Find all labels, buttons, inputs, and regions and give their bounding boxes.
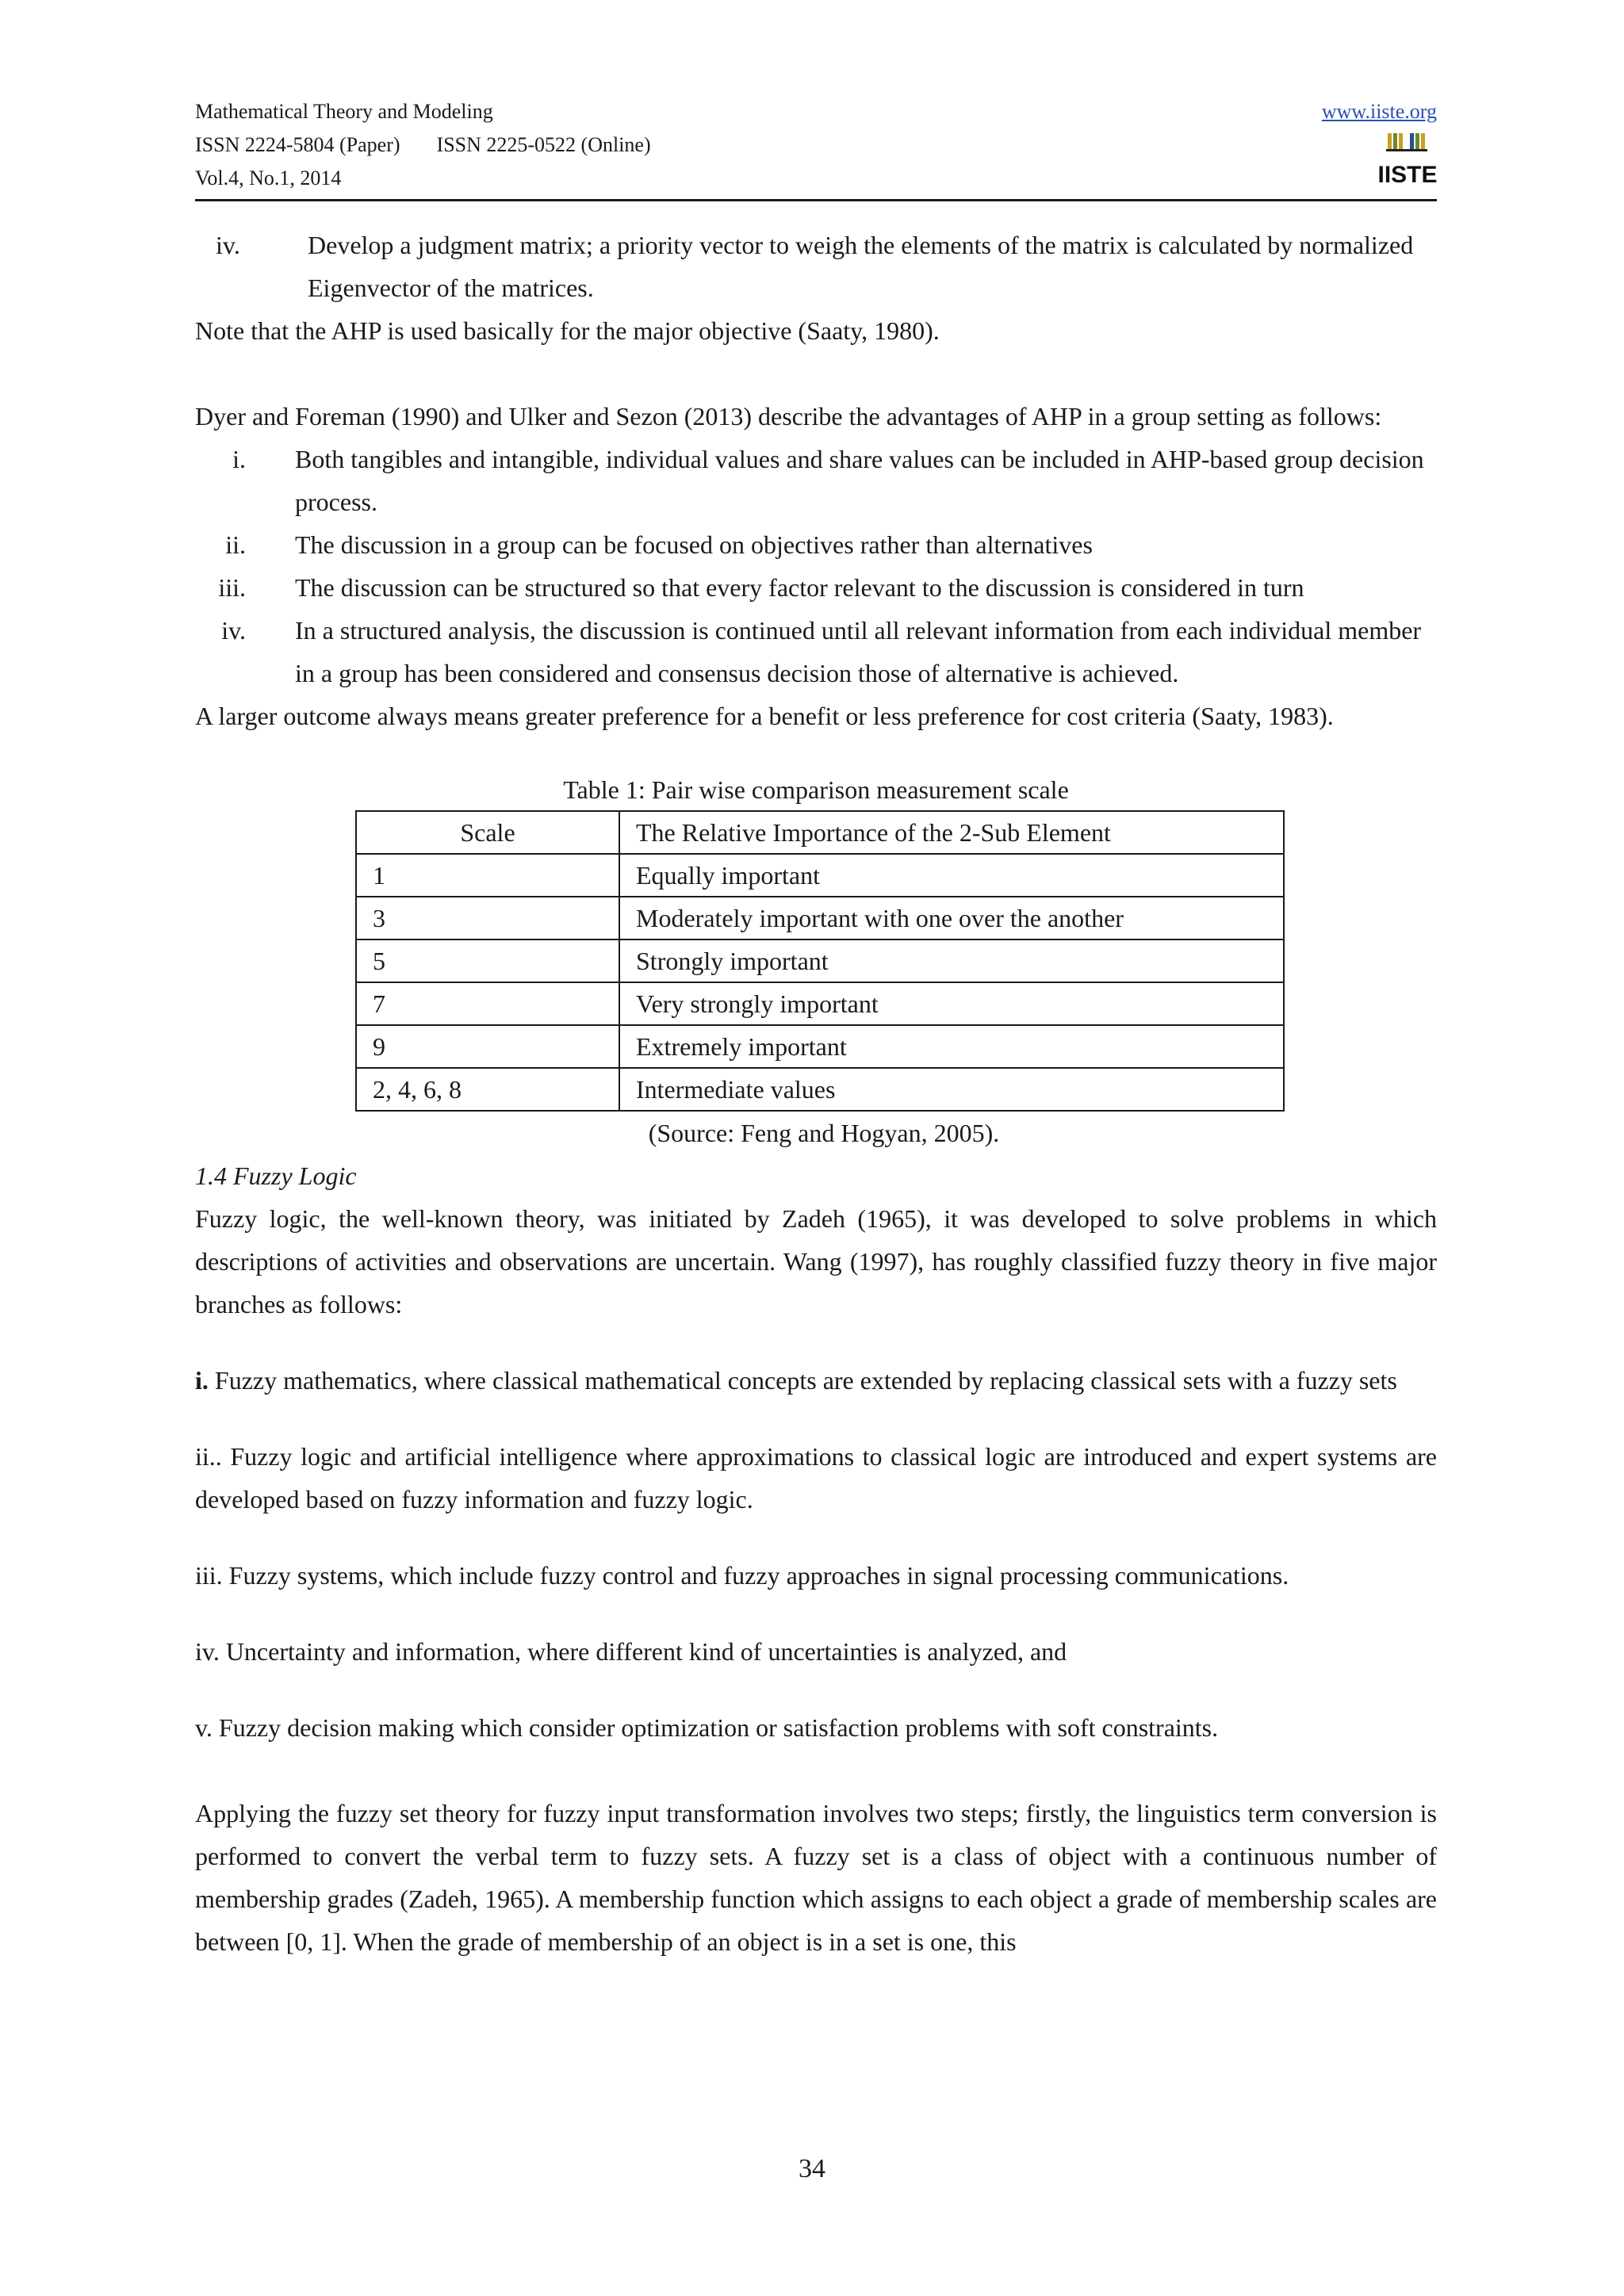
page-number: 34 (799, 2154, 825, 2183)
branch-item (195, 1630, 1437, 1673)
branch-item (195, 1554, 1437, 1597)
table-cell: Extremely important (619, 1025, 1284, 1068)
issn-paper: ISSN 2224-5804 (Paper) (195, 133, 400, 156)
list-number: iii. (218, 573, 246, 602)
table-header-cell: The Relative Importance of the 2-Sub Element (619, 811, 1284, 854)
branch-number: iv. (195, 1637, 220, 1666)
branch-text: Fuzzy decision making which consider optimization or satisfaction problems with soft constraints. (212, 1713, 1219, 1742)
branch-text: Uncertainty and information, where different kind of uncertainties is analyzed, and (219, 1637, 1067, 1666)
advantages-intro-paragraph: Dyer and Foreman (1990) and Ulker and Sezon (2013) describe the advantages of AHP in a group setting as follows: (195, 402, 1382, 430)
table-cell: Very strongly important (619, 982, 1284, 1025)
issn-online: ISSN 2225-0522 (Online) (436, 133, 651, 156)
table-source: (Source: Feng and Hogyan, 2005). (648, 1119, 1000, 1147)
list-item (195, 566, 1437, 609)
branch-number: ii.. (195, 1442, 222, 1471)
list-number: ii. (225, 530, 246, 559)
journal-url-link[interactable]: www.iiste.org (1321, 100, 1437, 123)
list-text: Develop a judgment matrix; a priority vector to weigh the elements of the matrix is calculated by normalized Eigenvector of the matrices. (308, 231, 1414, 302)
branch-number: i. (195, 1366, 209, 1395)
list-item (195, 523, 1437, 566)
branch-number: v. (195, 1713, 213, 1742)
intro-list-item (195, 224, 1437, 309)
table-cell: 2, 4, 6, 8 (356, 1068, 619, 1111)
table-row (356, 1025, 1284, 1068)
logo-text: IISTE (1377, 162, 1438, 188)
table-cell: Moderately important with one over the another (619, 897, 1284, 939)
table-header-cell: Scale (356, 811, 619, 854)
branch-item (195, 1359, 1437, 1402)
table-row (356, 897, 1284, 939)
advantages-list (195, 438, 1437, 695)
journal-title: Mathematical Theory and Modeling (195, 100, 493, 123)
branch-item (195, 1706, 1437, 1749)
note-paragraph: Note that the AHP is used basically for the major objective (Saaty, 1980). (195, 316, 940, 345)
page-header (195, 95, 1437, 198)
list-number: iv. (216, 231, 240, 259)
fuzzy-intro-paragraph: Fuzzy logic, the well-known theory, was initiated by Zadeh (1965), it was developed to solve problems in which descriptions of activities and observations are uncertain. Wang (1997), has roughly classified fuzzy theory in five major branches as follows: (195, 1204, 1437, 1318)
list-number: i. (232, 445, 246, 473)
list-number: iv. (221, 616, 246, 645)
table-cell: Equally important (619, 854, 1284, 897)
list-text: The discussion can be structured so that every factor relevant to the discussion is considered in turn (295, 573, 1304, 602)
closing-paragraph: Applying the fuzzy set theory for fuzzy input transformation involves two steps; firstly, the linguistics term conversion is performed to convert the verbal term to fuzzy sets. A fuzzy set is a class of object with a continuous number of membership grades (Zadeh, 1965). A membership function which assigns to each object a grade of membership scales are between [0, 1]. When the grade of membership of an object is in a set is one, this (195, 1799, 1437, 1956)
list-text: The discussion in a group can be focused on objectives rather than alternatives (295, 530, 1093, 559)
table-cell: 9 (356, 1025, 619, 1068)
main-content (195, 224, 1437, 1963)
branch-text: Fuzzy mathematics, where classical mathematical concepts are extended by replacing classical sets with a fuzzy sets (208, 1366, 1397, 1395)
branch-text: Fuzzy systems, which include fuzzy control and fuzzy approaches in signal processing communications. (222, 1561, 1289, 1590)
volume-info: Vol.4, No.1, 2014 (195, 166, 342, 189)
table-cell: Strongly important (619, 939, 1284, 982)
issn-line (195, 128, 1437, 162)
table-cell: 3 (356, 897, 619, 939)
table-row (356, 982, 1284, 1025)
branch-item (195, 1435, 1437, 1521)
table-row (356, 854, 1284, 897)
section-heading: 1.4 Fuzzy Logic (195, 1161, 357, 1190)
table-cell: 5 (356, 939, 619, 982)
outcome-paragraph: A larger outcome always means greater preference for a benefit or less preference for cost criteria (Saaty, 1983). (195, 702, 1334, 730)
table-row (356, 1068, 1284, 1111)
comparison-scale-table (355, 810, 1285, 1112)
branch-number: iii. (195, 1561, 223, 1590)
table-cell: 1 (356, 854, 619, 897)
branch-text: Fuzzy logic and artificial intelligence where approximations to classical logic are introduced and expert systems are developed based on fuzzy information and fuzzy logic. (195, 1442, 1437, 1513)
list-item (195, 438, 1437, 523)
list-text: Both tangibles and intangible, individual values and share values can be included in AHP-based group decision process. (295, 445, 1424, 516)
table-header-row (356, 811, 1284, 854)
table-row (356, 939, 1284, 982)
iiste-logo-icon (1377, 130, 1438, 190)
table-cell: Intermediate values (619, 1068, 1284, 1111)
list-text: In a structured analysis, the discussion is continued until all relevant information from each individual member in a group has been considered and consensus decision those of alternative is achieved. (295, 616, 1422, 687)
list-item (195, 609, 1437, 695)
table-caption: Table 1: Pair wise comparison measurement scale (563, 775, 1069, 804)
header-divider (195, 199, 1437, 201)
table-cell: 7 (356, 982, 619, 1025)
